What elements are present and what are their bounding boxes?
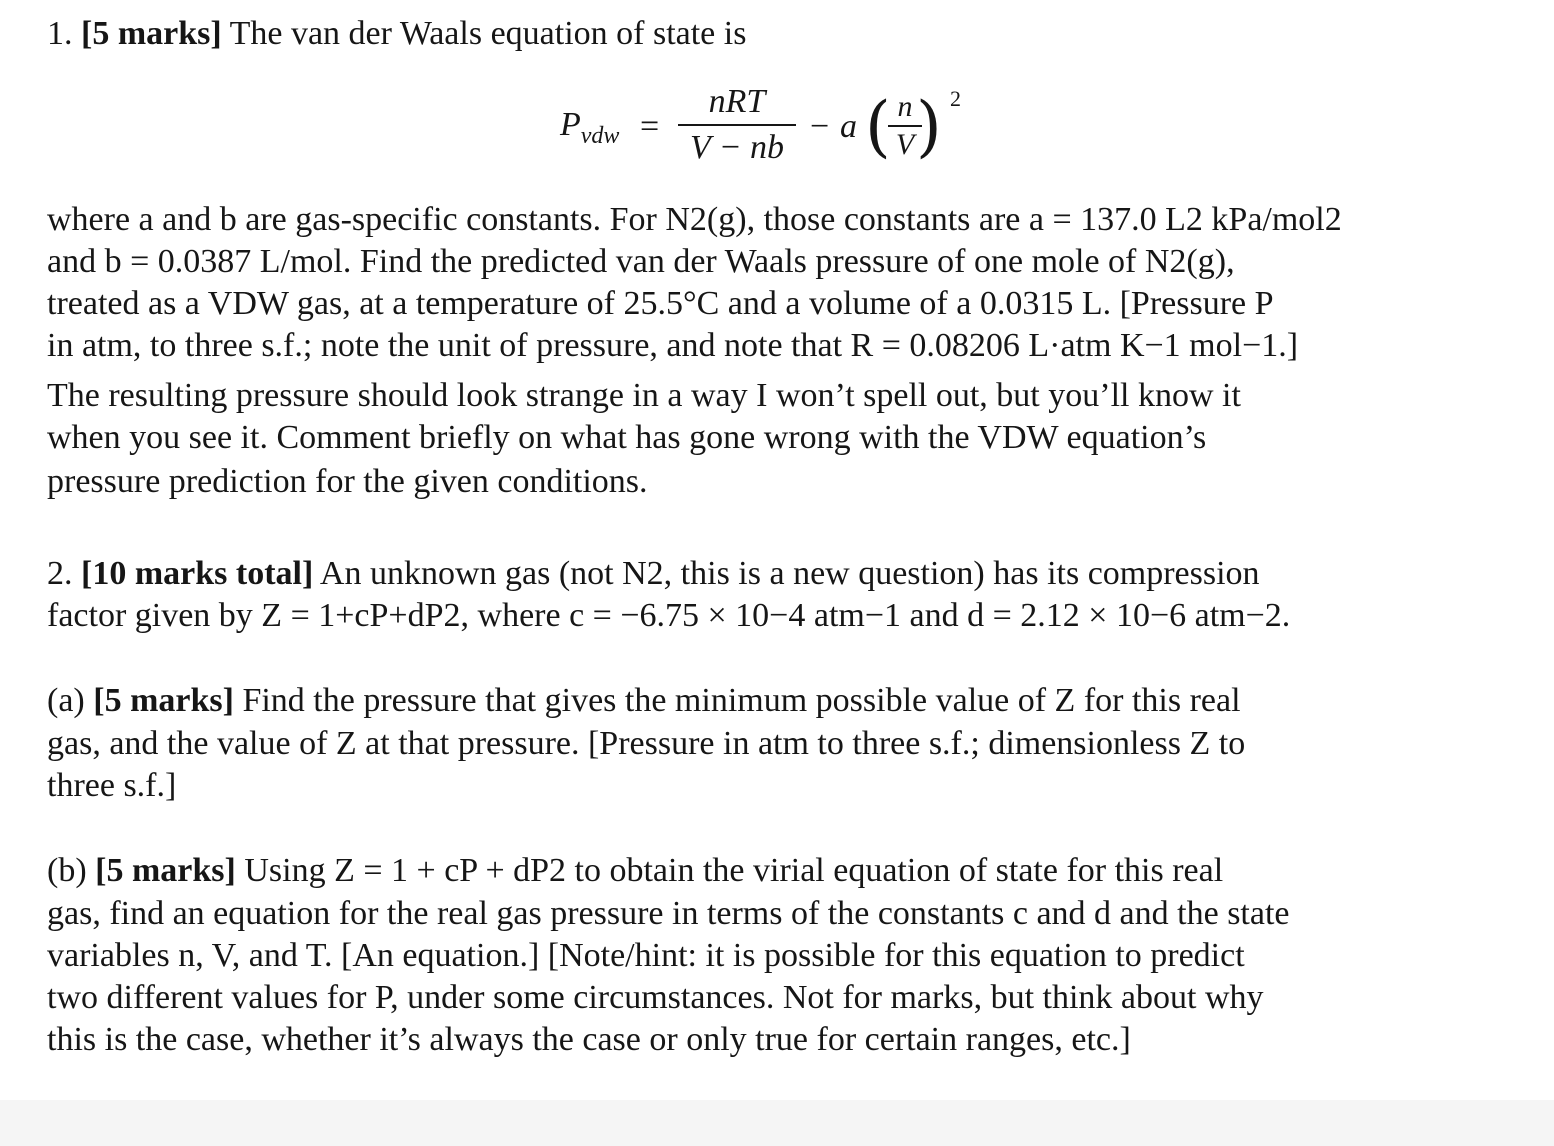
q1-line-4: in atm, to three s.f.; note the unit of pressure, and note that R = 0.08206 L·atm K−1 mol−1.] [47,327,1299,364]
equation-fraction [678,82,796,168]
q2a-heading [47,681,1472,721]
q2b-line-3: variables n, V, and T. [An equation.] [Note/hint: it is possible for this equation to predict [47,937,1245,974]
q2a-marks: [5 marks] [93,682,234,719]
right-paren: ) [916,88,942,165]
q1-heading [47,14,1472,54]
equation-coefficient: a [840,108,857,145]
q2-number: 2. [47,555,73,592]
q2-line-2: factor given by Z = 1+cP+dP2, where c = −6.75 × 10−4 atm−1 and d = 2.12 × 10−6 atm−2. [47,597,1291,634]
q1-line-1: where a and b are gas-specific constants. For N2(g), those constants are a = 137.0 L2 kPa/mol2 [47,201,1342,238]
inner-numerator: n [897,90,913,123]
q2b-marks: [5 marks] [95,852,236,889]
q2a-line-2: gas, and the value of Z at that pressure. [Pressure in atm to three s.f.; dimensionless Z to [47,725,1246,762]
q1-line-5: The resulting pressure should look strange in a way I won’t spell out, but you’ll know it [47,377,1241,414]
q1-line-3: treated as a VDW gas, at a temperature of 25.5°C and a volume of a 0.0315 L. [Pressure P [47,285,1274,322]
q1-intro: The van der Waals equation of state is [229,15,747,52]
q2b-line-4: two different values for P, under some circumstances. Not for marks, but think about why [47,979,1264,1016]
equation-exponent: 2 [950,86,961,111]
q2-line-1: An unknown gas (not N2, this is a new question) has its compression [319,555,1260,592]
equation-equals: = [640,108,660,145]
q1-marks: [5 marks] [81,15,222,52]
equation-minus: − [810,108,830,145]
q1-line-7: pressure prediction for the given conditions. [47,463,648,500]
q2a-label: (a) [47,682,85,719]
inner-denominator: V [895,128,915,161]
q1-line-6: when you see it. Comment briefly on what has gone wrong with the VDW equation’s [47,419,1207,456]
q2a-line-1: Find the pressure that gives the minimum possible value of Z for this real [242,682,1241,719]
equation-lhs: $P_{vdw}$ [560,106,620,149]
fraction-denominator: V − nb [689,129,785,166]
left-paren: ( [865,88,891,165]
fraction-numerator: nRT [708,83,766,120]
q1-line-2: and b = 0.0387 L/mol. Find the predicted van der Waals pressure of one mole of N2(g), [47,243,1235,280]
q2b-heading [47,851,1472,891]
q2b-line-2: gas, find an equation for the real gas pressure in terms of the constants c and d and the state [47,895,1290,932]
page-bottom-band [0,1100,1554,1146]
q2a-line-3: three s.f.] [47,767,177,804]
q2-marks: [10 marks total] [81,555,314,592]
q1-number: 1. [47,15,73,52]
q2-heading [47,554,1472,594]
q2b-line-5: this is the case, whether it’s always the case or only true for certain ranges, etc.] [47,1021,1131,1058]
q2b-label: (b) [47,852,87,889]
fraction-bar [678,124,796,126]
q2b-line-1: Using Z = 1 + cP + dP2 to obtain the virial equation of state for this real [244,852,1224,889]
